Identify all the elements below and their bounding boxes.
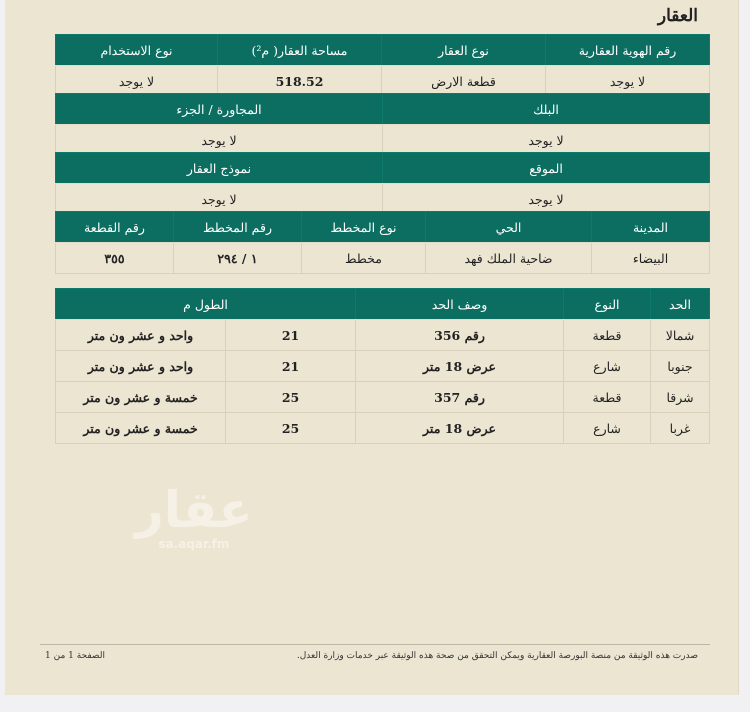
boundary-desc: رقم 356 [356, 320, 564, 351]
boundary-length-text: واحد و عشر ون متر [56, 320, 226, 351]
location-value: لا يوجد [383, 184, 710, 215]
boundary-type: قطعة [564, 320, 651, 351]
property-info-table [55, 34, 710, 97]
plan-number-value: ١ / ٢٩٤ [174, 243, 302, 274]
boundary-length-text: خمسة و عشر ون متر [56, 413, 226, 444]
city-value: البيضاء [592, 243, 710, 274]
header-plan-type: نوع المخطط [302, 212, 426, 243]
document-page [5, 0, 739, 695]
boundary-side: غربا [651, 413, 710, 444]
header-boundary-side: الحد [651, 289, 710, 320]
plot-number-value: ٣٥٥ [56, 243, 174, 274]
header-city: المدينة [592, 212, 710, 243]
header-block: البلك [383, 94, 710, 125]
boundary-length-text: خمسة و عشر ون متر [56, 382, 226, 413]
boundary-row [56, 413, 710, 444]
boundary-desc: رقم 357 [356, 382, 564, 413]
property-area-value: 518.52 [218, 66, 382, 97]
header-district: الحي [426, 212, 592, 243]
boundary-side: شمالا [651, 320, 710, 351]
page-number: الصفحة 1 من 1 [45, 651, 105, 661]
header-property-id: رقم الهوية العقارية [546, 35, 710, 66]
header-usage-type: نوع الاستخدام [56, 35, 218, 66]
header-property-type: نوع العقار [382, 35, 546, 66]
header-neighborhood-part: المجاورة / الجزء [56, 94, 383, 125]
boundary-desc: عرض 18 متر [356, 351, 564, 382]
plan-type-value: مخطط [302, 243, 426, 274]
boundaries-table [55, 288, 710, 444]
boundary-length: 25 [226, 413, 356, 444]
city-plan-table [55, 211, 710, 274]
boundary-side: شرقا [651, 382, 710, 413]
location-table [55, 152, 710, 215]
boundary-type: شارع [564, 351, 651, 382]
header-property-model: نموذج العقار [56, 153, 383, 184]
header-plan-number: رقم المخطط [174, 212, 302, 243]
property-model-value: لا يوجد [56, 184, 383, 215]
property-type-value: قطعة الارض [382, 66, 546, 97]
boundary-length: 21 [226, 320, 356, 351]
watermark-url: sa.aqar.fm [158, 537, 230, 551]
neighborhood-part-value: لا يوجد [56, 125, 383, 156]
header-boundary-desc: وصف الحد [356, 289, 564, 320]
boundary-row [56, 351, 710, 382]
block-value: لا يوجد [383, 125, 710, 156]
boundary-side: جنوبا [651, 351, 710, 382]
header-boundary-type: النوع [564, 289, 651, 320]
boundary-type: شارع [564, 413, 651, 444]
usage-type-value: لا يوجد [56, 66, 218, 97]
header-boundary-length: الطول م [56, 289, 356, 320]
footer-note: صدرت هذه الوثيقة من منصة البورصة العقارية ويمكن التحقق من صحة هذه الوثيقة عبر خدمات وزارة العدل. [296, 651, 698, 661]
property-id-value: لا يوجد [546, 66, 710, 97]
section-title: العقار [657, 6, 698, 26]
boundary-length-text: واحد و عشر ون متر [56, 351, 226, 382]
boundary-type: قطعة [564, 382, 651, 413]
header-location: الموقع [383, 153, 710, 184]
district-value: ضاحية الملك فهد [426, 243, 592, 274]
footer-divider [40, 644, 710, 645]
boundary-row [56, 320, 710, 351]
watermark-logo-text: عقار [135, 481, 253, 539]
boundary-length: 25 [226, 382, 356, 413]
boundary-row [56, 382, 710, 413]
header-property-area: مساحة العقار( م²) [218, 35, 382, 66]
header-plot-number: رقم القطعة [56, 212, 174, 243]
block-table [55, 93, 710, 156]
boundary-desc: عرض 18 متر [356, 413, 564, 444]
aqar-watermark-logo [135, 481, 253, 551]
boundary-length: 21 [226, 351, 356, 382]
